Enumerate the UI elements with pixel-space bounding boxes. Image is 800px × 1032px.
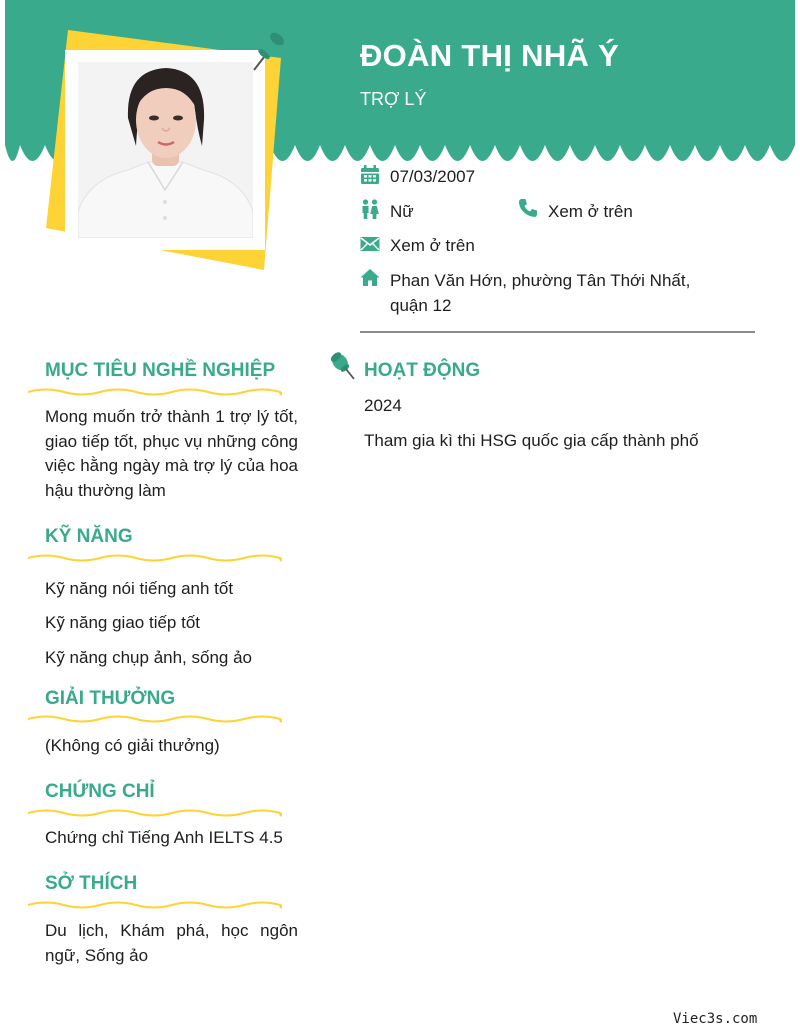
objective-title: MỤC TIÊU NGHỀ NGHIỆP	[45, 360, 276, 381]
pushpin-icon	[250, 26, 290, 79]
candidate-role: TRỢ LÝ	[360, 89, 427, 109]
phone-icon	[518, 198, 538, 218]
gender: Nữ	[390, 202, 414, 221]
calendar-icon	[360, 165, 380, 185]
profile-photo	[78, 62, 253, 238]
certificate-item: Chứng chỉ Tiếng Anh IELTS 4.5	[45, 828, 283, 847]
profile-photo-frame	[65, 50, 265, 250]
skill-item: Kỹ năng chụp ảnh, sống ảo	[45, 648, 252, 667]
skill-item: Kỹ năng nói tiếng anh tốt	[45, 579, 234, 598]
hobbies-title: SỞ THÍCH	[45, 873, 138, 894]
people-icon	[360, 199, 380, 219]
activities-title: HOẠT ĐỘNG	[364, 360, 481, 381]
section-wave-divider	[28, 899, 282, 911]
section-wave-divider	[28, 386, 282, 398]
footer-brand: Viec3s.com	[673, 1011, 758, 1027]
home-icon	[360, 268, 380, 288]
header-divider	[360, 331, 755, 333]
address	[390, 268, 690, 318]
candidate-name: ĐOÀN THỊ NHÃ Ý	[360, 38, 620, 73]
envelope-icon	[360, 234, 380, 254]
hobbies-text: Du lịch, Khám phá, học ngôn ngữ, Sống ảo	[45, 921, 298, 965]
phone: Xem ở trên	[548, 202, 633, 221]
objective-text: Mong muốn trở thành 1 trợ lý tốt, giao tiếp tốt, phục vụ những công việc hằng ngày mà trợ lý của hoa hậu thường làm	[45, 407, 298, 500]
section-wave-divider	[28, 807, 282, 819]
section-wave-divider	[28, 713, 282, 725]
address-line-1: Phan Văn Hớn, phường Tân Thới Nhất,	[390, 271, 691, 290]
skills-title: KỸ NĂNG	[45, 526, 133, 547]
certificates-title: CHỨNG CHỈ	[45, 781, 155, 802]
activity-description: Tham gia kì thi HSG quốc gia cấp thành phố	[364, 431, 699, 450]
skill-item: Kỹ năng giao tiếp tốt	[45, 613, 201, 632]
pushpin-icon	[329, 351, 355, 386]
activity-year: 2024	[364, 396, 402, 415]
awards-text: (Không có giải thưởng)	[45, 736, 220, 755]
birthdate: 07/03/2007	[390, 167, 476, 186]
awards-title: GIẢI THƯỞNG	[45, 688, 176, 709]
section-wave-divider	[28, 552, 282, 564]
address-line-2: quận 12	[390, 296, 452, 315]
email: Xem ở trên	[390, 236, 475, 255]
